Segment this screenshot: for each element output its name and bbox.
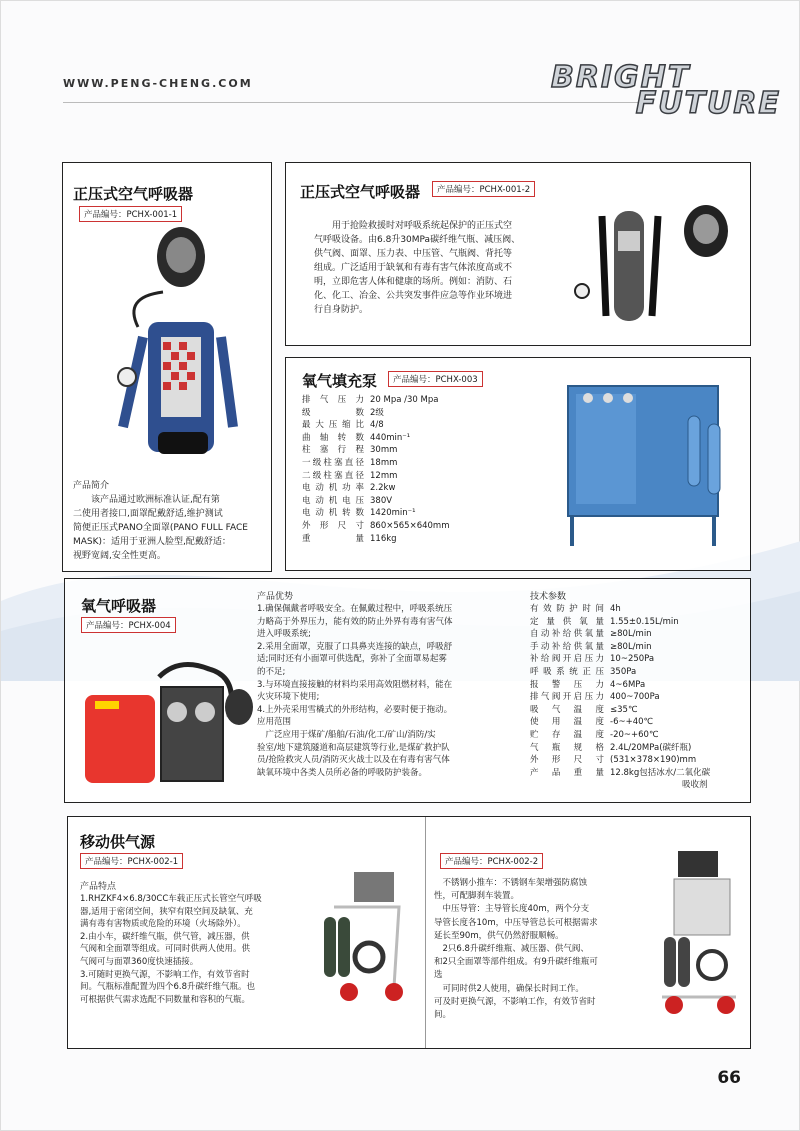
spec-row: 吸气温度 ≤35℃ [530,704,638,715]
site-url[interactable]: WWW.PENG-CHENG.COM [63,77,253,90]
spec-row: 排气压力 20 Mpa /30 Mpa [302,395,439,405]
spec-row: 电动机转数 1420min⁻¹ [302,508,416,519]
product-card-pchx-003 [285,357,751,571]
oxygen-pump-image [558,376,738,554]
spec-row: 最大压缩比 4/8 [302,420,384,431]
spec-row: 曲轴转数 440min⁻¹ [302,432,411,443]
advantages-text: 1.确保佩戴者呼吸安全。在佩戴过程中，呼吸系统压 力略高于外界压力，能有效的防止外界有毒有害气体 进入呼吸系统; 2.采用全面罩，克服了口具鼻夹连接的缺点，呼吸舒 适;同时还有小面罩可供选配，弥补了全面罩易起雾 的不足; 3.与环境直接接触的材料均采用高效阻燃材料，能在 火灾环境下使用; 4.上外壳采用雪橇式的外形结构，必要时便于拖动。 应用范围 广泛应用于煤矿/船舶/石油/化工/矿山/消防/实 验室/地下建筑隧道和高层建筑等行业,是煤矿救护队 员/抢险救灾人员/消防灭火战士以及在有毒有害气体 缺氧环境中各类人员所必备的呼吸防护装备。 [257,604,453,778]
product-title: 正压式空气呼吸器 [73,185,194,203]
intro-heading: 产品简介 [73,481,110,491]
product-code: 产品编号：PCHX-001-2 [432,181,535,197]
breathing-apparatus-image [103,227,243,467]
product-title: 正压式空气呼吸器 [300,183,421,201]
spec-row: 补给阀开启压力 10~250Pa [530,654,655,665]
stainless-cart-image [656,847,746,1017]
product-card-pchx-001-1 [62,162,272,572]
product-code: 产品编号：PCHX-002-2 [440,853,543,869]
spec-row: 气瓶规格 2.4L/20MPa(碳纤瓶) [530,742,692,753]
spec-row: 级数 2级 [302,407,384,418]
spec-row: 一级柱塞直径 18mm [302,457,398,468]
spec-row: 二级柱塞直径 12mm [302,470,398,481]
spec-row: 重量 116kg [302,533,397,544]
product-title: 氧气呼吸器 [81,597,157,615]
spec-table [302,394,449,545]
intro-text: 该产品通过欧洲标准认证,配有第 二使用者接口,面罩配戴舒适,维护测试 简便正压式PANO全面罩(PANO FULL FACE MASK)：适用于亚洲人脸型,配戴舒适： 视野宽阔,安全性更高。 [73,495,248,561]
spec-row: 有效防护时间 4h [530,604,621,614]
spec-row: 电动机功率 2.2kw [302,483,396,494]
cart-air-supply-image [314,857,414,1007]
product-card-pchx-004 [64,578,751,803]
features-text: 1.RHZKF4×6.8/30CC车载正压式长管空气呼吸 器,适用于密闭空间，狭窄有限空间及缺氧、充 满有毒有害物质或危险的环境（火场除外）。 2.由小车，碳纤维气瓶，供气管，减压器，供 气阀和全面罩等组成。可同时供两人使用。供 气阀可与面罩360度快速插接。 3.可随时更换气源，不影响工作，有效节省时 间。气瓶标准配置为四个6.8升碳纤维气瓶。也 可根据供气需求选配不同数量和容积的气瓶。 [80,894,262,1005]
brand-logo: BRIGHT FUTURE [551,60,781,121]
product-code: 产品编号：PCHX-002-1 [80,853,183,869]
spec-row: 柱塞行程 30mm [302,445,398,456]
tech-heading: 技术参数 [530,592,567,602]
product-card-pchx-002 [67,816,751,1049]
spec-row: 产品重量 12.8kg包括冰水/二氧化碳 [530,767,711,778]
features-heading: 产品特点 [80,882,117,892]
divider [425,817,426,1048]
product-description: 不锈钢小推车：不锈钢车架增强防腐蚀 性，可配脚刹车装置。 中压导管：主导管长度40m，两个分支 导管长度各10m，中压导管总长可根据需求 延长至90m，供气仍然舒服顺畅。 2只6.8升碳纤维瓶、减压器、供气阀、 和2只全面罩等部件组成。有9升碳纤维瓶可 选 可同时供2人使用，确保长时间工作。 可及时更换气源，不影响工作，有效节省时 间。 [434,878,598,1021]
spec-row: 外形尺寸 860×565×640mm [302,520,450,531]
product-title: 移动供气源 [80,833,156,851]
spec-row: 电动机电压 380V [302,495,393,506]
spec-row: 使用温度 -6~+40℃ [530,717,654,728]
product-code: 产品编号：PCHX-003 [388,371,483,387]
tech-spec-table [530,603,710,792]
product-code: 产品编号：PCHX-001-1 [79,206,182,222]
spec-row: 吸收剂 [682,780,708,791]
product-title: 氧气填充泵 [302,372,378,390]
spec-row: 手动补给供氧量 ≥80L/min [530,641,652,652]
product-description: 用于抢险救援时对呼吸系统起保护的正压式空 气呼吸设备。由6.8升30MPa碳纤维气瓶、减压阀、 供气阀、面罩、压力表、中压管、气瓶阀、背托等 组成。广泛适用于缺氧和有毒有害气体浓度高或不 明，立即危害人体和健康的场所。例如：消防、石 化、化工、冶金、公共突发事件应急等作业环境进 行自身防护。 [314,221,521,315]
page-number: 66 [717,1068,741,1088]
product-card-pchx-001-2 [285,162,751,346]
advantages-heading: 产品优势 [257,592,294,602]
spec-row: 排气阀开启压力 400~700Pa [530,692,660,703]
spec-row: 贮存温度 -20~+60℃ [530,729,659,740]
spec-row: 报警压力 4~6MPa [530,679,646,690]
spec-row: 呼吸系统正压 350Pa [530,666,637,677]
spec-row: 外形尺寸 (531×378×190)mm [530,755,697,766]
product-code: 产品编号：PCHX-004 [81,617,176,633]
spec-row: 定量供氧量 1.55±0.15L/min [530,616,679,627]
breathing-apparatus-image [566,191,746,331]
oxygen-breathing-apparatus-image [79,657,259,787]
spec-row: 自动补给供氧量 ≥80L/min [530,629,652,640]
